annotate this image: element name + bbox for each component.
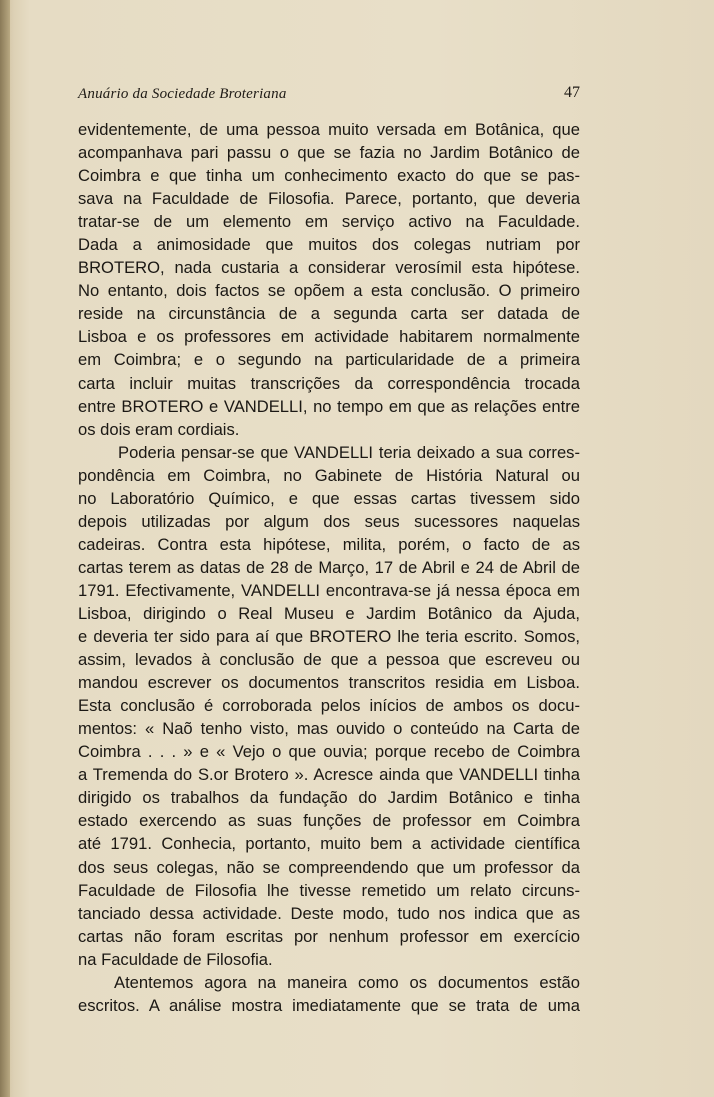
text-line: pondência em Coimbra, no Gabinete de História Natural ou bbox=[78, 465, 580, 485]
page-header bbox=[78, 86, 580, 110]
text-line: escritos. A análise mostra imediatamente que se trata de uma bbox=[78, 995, 580, 1015]
body-text bbox=[78, 118, 580, 1017]
text-line: No entanto, dois factos se opõem a esta conclusão. O primeiro bbox=[78, 281, 580, 301]
text-line: Lisboa, dirigindo o Real Museu e Jardim Botânico da Ajuda, bbox=[78, 603, 580, 623]
text-line: Coimbra e que tinha um conhecimento exacto do que se pas- bbox=[78, 166, 580, 186]
text-line: Dada a animosidade que muitos dos colegas nutriam por bbox=[78, 235, 580, 255]
text-line: mandou escrever os documentos transcritos residia em Lisboa. bbox=[78, 673, 580, 693]
text-line: e deveria ter sido para aí que BROTERO lhe teria escrito. Somos, bbox=[78, 627, 580, 647]
text-line: Esta conclusão é corroborada pelos inícios de ambos os docu- bbox=[78, 696, 580, 716]
text-line: em Coimbra; e o segundo na particularidade de a primeira bbox=[78, 350, 580, 370]
page-number: 47 bbox=[564, 84, 580, 101]
text-line: carta incluir muitas transcrições da correspondência trocada bbox=[78, 373, 580, 393]
text-line: reside na circunstância de a segunda carta ser datada de bbox=[78, 304, 580, 324]
text-line: depois utilizadas por algum dos seus sucessores naquelas bbox=[78, 511, 580, 531]
text-line: sava na Faculdade de Filosofia. Parece, portanto, que deveria bbox=[78, 189, 580, 209]
text-line: Coimbra . . . » e « Vejo o que ouvia; porque recebo de Coimbra bbox=[78, 742, 580, 762]
text-line: cadeiras. Contra esta hipótese, milita, porém, o facto de as bbox=[78, 534, 580, 554]
text-line: tanciado dessa actividade. Deste modo, tudo nos indica que as bbox=[78, 903, 580, 923]
text-line: evidentemente, de uma pessoa muito versada em Botânica, que bbox=[78, 120, 580, 139]
text-line: 1791. Efectivamente, VANDELLI encontrava-se já nessa época em bbox=[78, 580, 580, 600]
paragraph-end-line: os dois eram cordiais. bbox=[78, 419, 240, 439]
text-line: tratar-se de um elemento em serviço activo na Faculdade. bbox=[78, 212, 580, 232]
paragraph-start-line: Poderia pensar-se que VANDELLI teria deixado a sua corres- bbox=[118, 442, 580, 462]
book-spine-shadow bbox=[0, 0, 10, 1097]
text-line: no Laboratório Químico, e que essas cartas tivessem sido bbox=[78, 488, 580, 508]
text-line: até 1791. Conhecia, portanto, muito bem a actividade científica bbox=[78, 834, 580, 854]
text-line: cartas terem as datas de 28 de Março, 17 de Abril e 24 de Abril de bbox=[78, 557, 580, 577]
text-line: acompanhava pari passu o que se fazia no Jardim Botânico de bbox=[78, 143, 580, 163]
running-title: Anuário da Sociedade Broteriana bbox=[78, 86, 287, 102]
text-line: dirigido os trabalhos da fundação do Jardim Botânico e tinha bbox=[78, 788, 580, 808]
text-line: mentos: « Naõ tenho visto, mas ouvido o conteúdo na Carta de bbox=[78, 719, 580, 739]
text-line: assim, levados à conclusão de que a pessoa que escreveu ou bbox=[78, 650, 580, 670]
text-line: a Tremenda do S.or Brotero ». Acresce ainda que VANDELLI tinha bbox=[78, 765, 580, 785]
text-line: estado exercendo as suas funções de professor em Coimbra bbox=[78, 811, 580, 831]
text-line: dos seus colegas, não se compreendendo que um professor da bbox=[78, 857, 580, 877]
text-line: Faculdade de Filosofia lhe tivesse remetido um relato circuns- bbox=[78, 880, 580, 900]
paragraph-end-line: na Faculdade de Filosofia. bbox=[78, 949, 273, 969]
text-line: BROTERO, nada custaria a considerar verosímil esta hipótese. bbox=[78, 258, 580, 278]
text-line: Lisboa e os professores em actividade habitarem normalmente bbox=[78, 327, 580, 347]
text-line: entre BROTERO e VANDELLI, no tempo em que as relações entre bbox=[78, 396, 580, 416]
paragraph-start-line: Atentemos agora na maneira como os documentos estão bbox=[114, 972, 580, 992]
text-line: cartas não foram escritas por nenhum professor em exercício bbox=[78, 926, 580, 946]
